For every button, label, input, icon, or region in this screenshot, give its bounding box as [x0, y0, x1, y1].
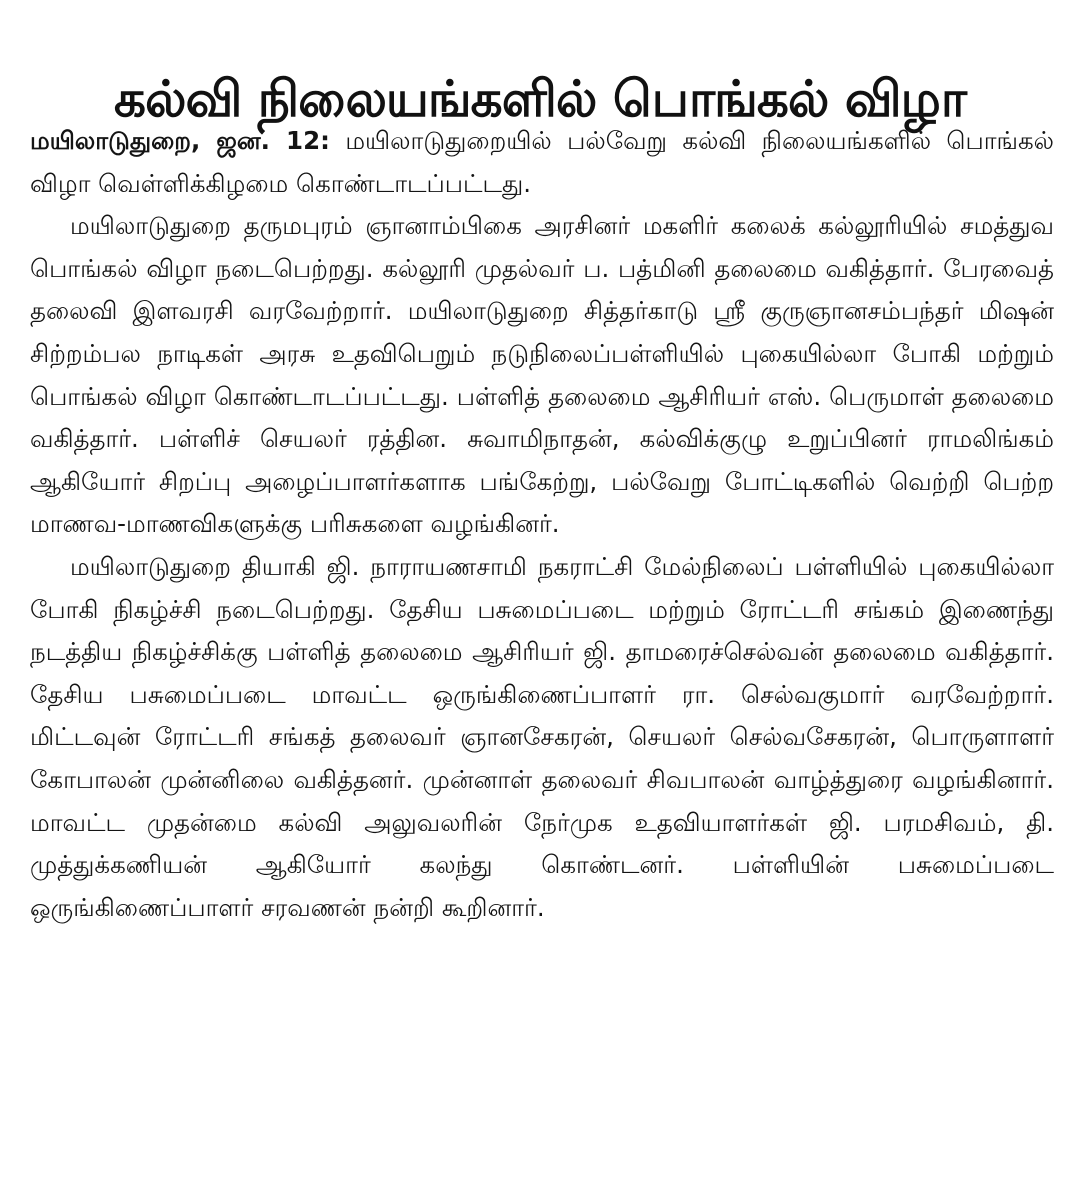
article-body	[30, 120, 1054, 929]
dateline: மயிலாடுதுறை, ஜன. 12:	[30, 126, 330, 155]
headline: கல்வி நிலையங்களில் பொங்கல் விழா	[113, 69, 967, 128]
paragraph-1	[30, 120, 1054, 205]
paragraph-3: மயிலாடுதுறை தியாகி ஜி. நாராயணசாமி நகராட்சி மேல்நிலைப் பள்ளியில் புகையில்லா போகி நிகழ்ச்சி நடைபெற்றது. தேசிய பசுமைப்படை மற்றும் ரோட்டரி சங்கம் இணைந்து நடத்திய நிகழ்ச்சிக்கு பள்ளித் தலைமை ஆசிரியர் ஜி. தாமரைச்செல்வன் தலைமை வகித்தார். தேசிய பசுமைப்படை மாவட்ட ஒருங்கிணைப்பாளர் ரா. செல்வகுமார் வரவேற்றார். மிட்டவுன் ரோட்டரி சங்கத் தலைவர் ஞானசேகரன், செயலர் செல்வசேகரன், பொருளாளர் கோபாலன் முன்னிலை வகித்தனர். முன்னாள் தலைவர் சிவபாலன் வாழ்த்துரை வழங்கினார். மாவட்ட முதன்மை கல்வி அலுவலரின் நேர்முக உதவியாளர்கள் ஜி. பரமசிவம், தி. முத்துக்கணியன் ஆகியோர் கலந்து கொண்டனர். பள்ளியின் பசுமைப்படை ஒருங்கிணைப்பாளர் சரவணன் நன்றி கூறினார்.	[30, 551, 1054, 922]
paragraph-2: மயிலாடுதுறை தருமபுரம் ஞானாம்பிகை அரசினர் மகளிர் கலைக் கல்லூரியில் சமத்துவ பொங்கல் விழா நடைபெற்றது. கல்லூரி முதல்வர் ப. பத்மினி தலைமை வகித்தார். பேரவைத் தலைவி இளவரசி வரவேற்றார். மயிலாடுதுறை சித்தர்காடு ஸ்ரீ குருஞானசம்பந்தர் மிஷன் சிற்றம்பல நாடிகள் அரசு உதவிபெறும் நடுநிலைப்பள்ளியில் புகையில்லா போகி மற்றும் பொங்கல் விழா கொண்டாடப்பட்டது. பள்ளித் தலைமை ஆசிரியர் எஸ். பெருமாள் தலைமை வகித்தார். பள்ளிச் செயலர் ரத்தின. சுவாமிநாதன், கல்விக்குழு உறுப்பினர் ராமலிங்கம் ஆகியோர் சிறப்பு அழைப்பாளர்களாக பங்கேற்று, பல்வேறு போட்டிகளில் வெற்றி பெற்ற மாணவ-மாணவிகளுக்கு பரிசுகளை வழங்கினர்.	[30, 211, 1054, 539]
paragraph-1-text: மயிலாடுதுறையில் பல்வேறு கல்வி நிலையங்களில் பொங்கல் விழா வெள்ளிக்கிழமை கொண்டாடப்பட்டது.	[30, 126, 1054, 198]
